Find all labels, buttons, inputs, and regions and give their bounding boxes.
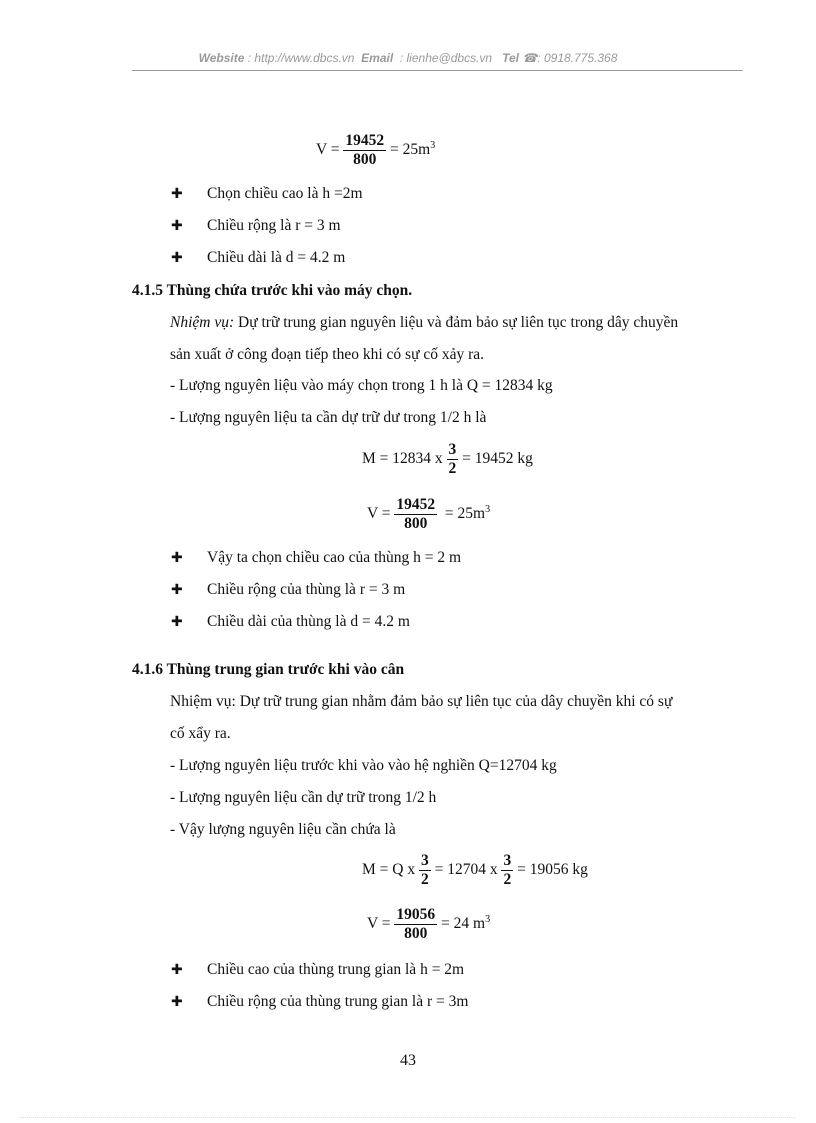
page-number: 43: [400, 1052, 416, 1069]
task-paragraph-cont: sản xuất ở công đoạn tiếp theo khi có sự cố xảy ra.: [170, 346, 485, 363]
bullet-icon: ✚: [171, 614, 183, 630]
equation-volume-416: V = $\frac{19056}{800}$ = 24 $m^3$: [367, 906, 491, 942]
email-label: Email: [361, 51, 394, 65]
tel-label: Tel: [502, 51, 519, 65]
section-heading-415: 4.1.5 Thùng chứa trước khi vào máy chọn.: [132, 282, 413, 299]
list-item: Vậy ta chọn chiều cao của thùng h = 2 m: [207, 549, 462, 566]
bullet-icon: ✚: [171, 582, 183, 598]
text-line: - Lượng nguyên liệu cần dự trữ trong 1/2 h: [170, 789, 437, 806]
list-item: Chiều rộng của thùng là r = 3 m: [207, 581, 406, 598]
page-header: [0, 51, 816, 65]
text-line: - Lượng nguyên liệu vào máy chọn trong 1 h là Q = 12834 kg: [170, 377, 553, 394]
task-paragraph-cont: cố xẩy ra.: [170, 725, 231, 742]
bullet-icon: ✚: [171, 218, 183, 234]
list-item: Chiều rộng của thùng trung gian là r = 3m: [207, 993, 469, 1010]
bullet-icon: ✚: [171, 550, 183, 566]
website-url[interactable]: : http://www.dbcs.vn: [247, 51, 355, 65]
text-line: - Vậy lượng nguyên liệu cần chứa là: [170, 821, 396, 838]
bullet-icon: ✚: [171, 186, 183, 202]
equation-volume-1: V = $\frac{19452}{800}$ = $25m^3$: [316, 132, 436, 168]
task-label: Nhiệm vụ:: [170, 314, 235, 331]
list-item: Chiều dài là d = 4.2 m: [207, 249, 346, 266]
email-value[interactable]: : lienhe@dbcs.vn: [399, 51, 493, 65]
list-item: Chiều dài của thùng là d = 4.2 m: [207, 613, 410, 630]
section-heading-416: 4.1.6 Thùng trung gian trước khi vào cân: [132, 661, 405, 678]
task-paragraph: Nhiệm vụ: Dự trữ trung gian nhằm đảm bảo sự liên tục của dây chuyền khi có sự: [170, 693, 673, 710]
website-label: Website: [198, 51, 245, 65]
text-line: - Lượng nguyên liệu ta cần dự trữ dư trong 1/2 h là: [170, 409, 487, 426]
list-item: Chiều rộng là r = 3 m: [207, 217, 341, 234]
tel-value: : 0918.775.368: [537, 51, 618, 65]
equation-mass-416: M = Q x $\frac{3}{2}$ = 12704 x $\frac{3}{2}$ = 19056 kg: [362, 852, 588, 888]
header-divider: [132, 70, 743, 71]
bullet-icon: ✚: [171, 962, 183, 978]
page-bottom-divider: [20, 1117, 796, 1118]
list-item: Chiều cao của thùng trung gian là h = 2m: [207, 961, 465, 978]
phone-icon: ☎: [522, 51, 538, 65]
bullet-icon: ✚: [171, 994, 183, 1010]
text-line: - Lượng nguyên liệu trước khi vào vào hệ nghiền Q=12704 kg: [170, 757, 557, 774]
list-item: Chọn chiều cao là h =2m: [207, 185, 363, 202]
equation-mass-415: M = 12834 x $\frac{3}{2}$ = 19452 kg: [362, 441, 533, 477]
task-paragraph: Nhiệm vụ: Dự trữ trung gian nguyên liệu và đảm bảo sự liên tục trong dây chuyền: [170, 314, 679, 331]
bullet-icon: ✚: [171, 250, 183, 266]
equation-volume-415: V = $\frac{19452}{800}$ = $25m^3$: [367, 496, 491, 532]
